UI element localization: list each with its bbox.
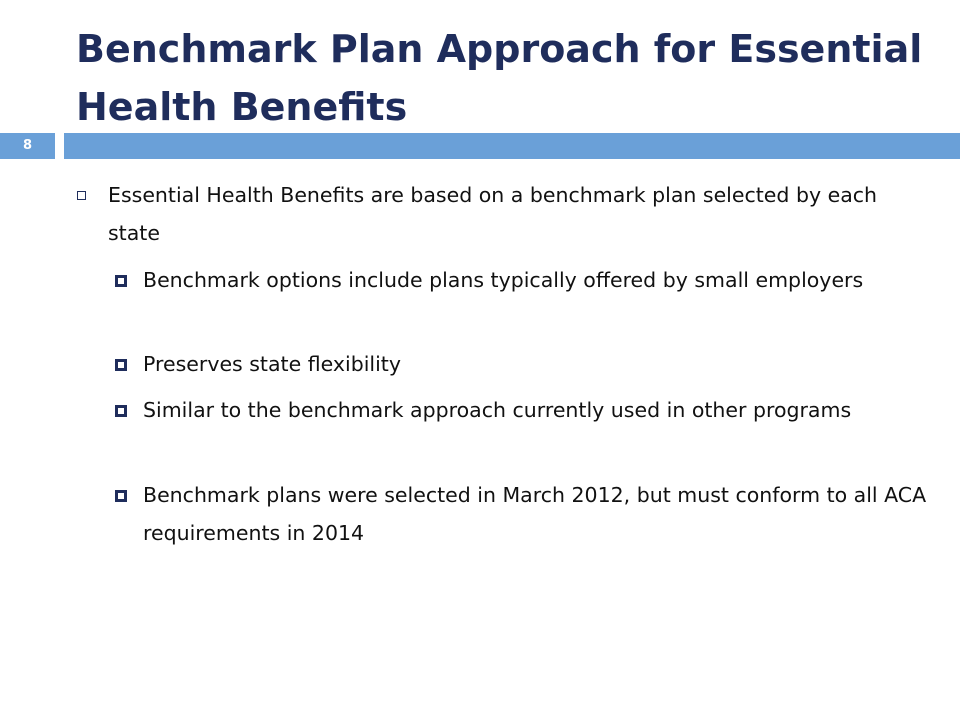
sub-bullet-item [143,261,933,299]
open-square-bullet-icon [77,191,86,200]
filled-square-bullet-icon [115,275,127,287]
header-bar [0,133,960,159]
filled-square-bullet-icon [115,490,127,502]
sub-bullet-text: Benchmark options include plans typically offered by small employers [143,268,864,292]
sub-bullet-text: Preserves state flexibility [143,352,401,376]
sub-bullet-item [143,391,933,429]
filled-square-bullet-icon [115,405,127,417]
filled-square-bullet-icon [115,359,127,371]
slide-title: Benchmark Plan Approach for Essential Health Benefits [76,27,923,129]
sub-bullet-text: Benchmark plans were selected in March 2012, but must conform to all ACA requirements in 2014 [143,483,927,545]
bullet-text: Essential Health Benefits are based on a benchmark plan selected by each state [108,183,878,245]
bullet-item [108,176,908,252]
sub-bullet-text: Similar to the benchmark approach currently used in other programs [143,398,852,422]
sub-bullet-item [143,476,933,552]
page-number-badge: 8 [0,133,55,159]
accent-bar [64,133,960,159]
sub-bullet-item [143,345,933,383]
